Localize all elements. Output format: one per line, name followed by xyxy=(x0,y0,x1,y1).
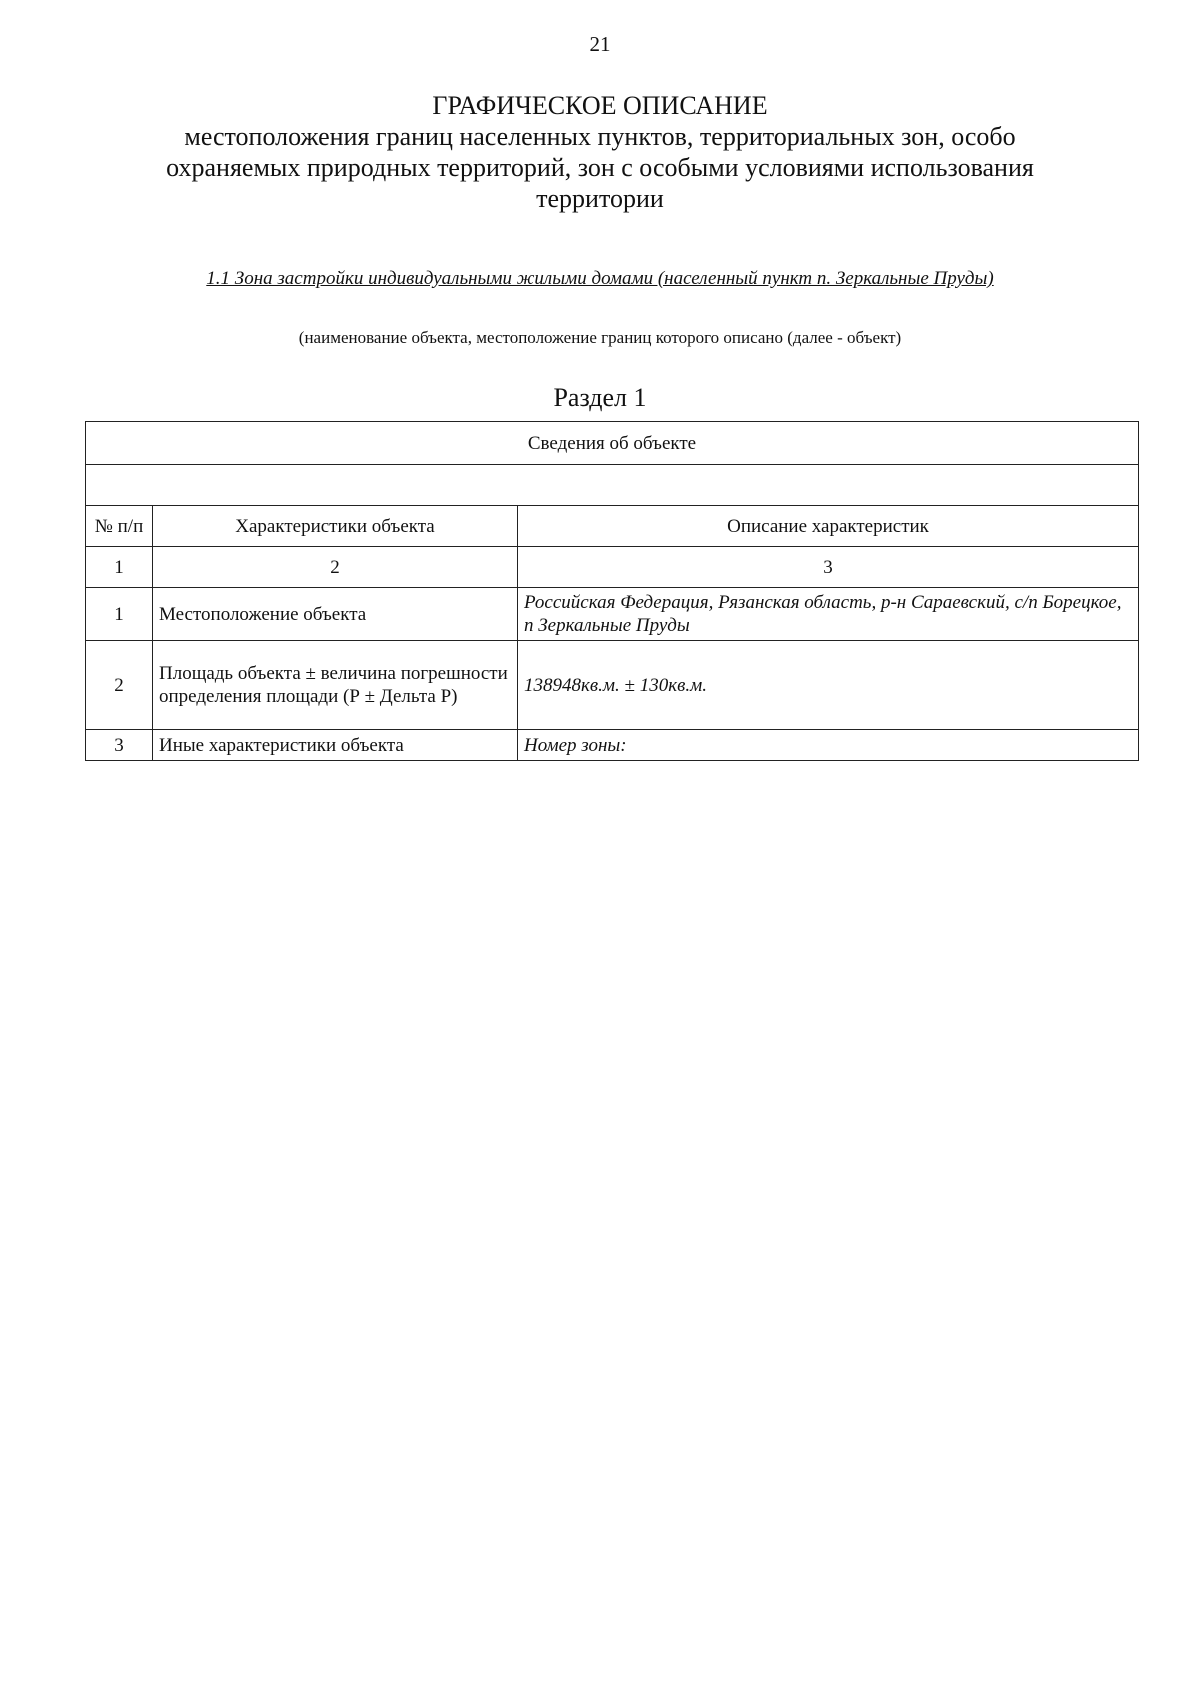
row-description: 138948кв.м. ± 130кв.м. xyxy=(518,641,1139,730)
table-column-numbers-row xyxy=(86,547,1139,588)
empty-cell xyxy=(86,465,1139,506)
object-info-table xyxy=(85,421,1139,761)
row-description: Российская Федерация, Рязанская область, р-н Сараевский, с/п Борецкое, п Зеркальные Пруды xyxy=(518,588,1139,641)
table-caption-row xyxy=(86,422,1139,465)
row-number: 3 xyxy=(86,730,153,761)
column-number-1: 1 xyxy=(86,547,153,588)
row-characteristic: Площадь объекта ± величина погрешности определения площади (Р ± Дельта Р) xyxy=(153,641,518,730)
title-line-2: охраняемых природных территорий, зон с особыми условиями использования xyxy=(166,153,1034,182)
object-name: 1.1 Зона застройки индивидуальными жилыми домами (населенный пункт п. Зеркальные Пруды) xyxy=(206,268,994,289)
object-caption: (наименование объекта, местоположение границ которого описано (далее - объект) xyxy=(298,328,902,347)
section-title: Раздел 1 xyxy=(553,383,647,412)
table-header-row xyxy=(86,506,1139,547)
table-row xyxy=(86,730,1139,761)
column-number-2: 2 xyxy=(153,547,518,588)
row-characteristic: Местоположение объекта xyxy=(153,588,518,641)
column-number-3: 3 xyxy=(518,547,1139,588)
title-line-1: местоположения границ населенных пунктов, территориальных зон, особо xyxy=(184,122,1016,151)
row-description: Номер зоны: xyxy=(518,730,1139,761)
row-characteristic: Иные характеристики объекта xyxy=(153,730,518,761)
document-title xyxy=(110,90,1090,214)
header-description: Описание характеристик xyxy=(518,506,1139,547)
header-characteristic: Характеристики объекта xyxy=(153,506,518,547)
title-line-3: территории xyxy=(536,184,664,213)
table-row xyxy=(86,588,1139,641)
title-main: ГРАФИЧЕСКОЕ ОПИСАНИЕ xyxy=(432,91,768,120)
table-row xyxy=(86,641,1139,730)
row-number: 2 xyxy=(86,641,153,730)
header-number: № п/п xyxy=(86,506,153,547)
row-number: 1 xyxy=(86,588,153,641)
table-caption: Сведения об объекте xyxy=(86,422,1139,465)
table-empty-row xyxy=(86,465,1139,506)
page-number: 21 xyxy=(589,32,611,56)
